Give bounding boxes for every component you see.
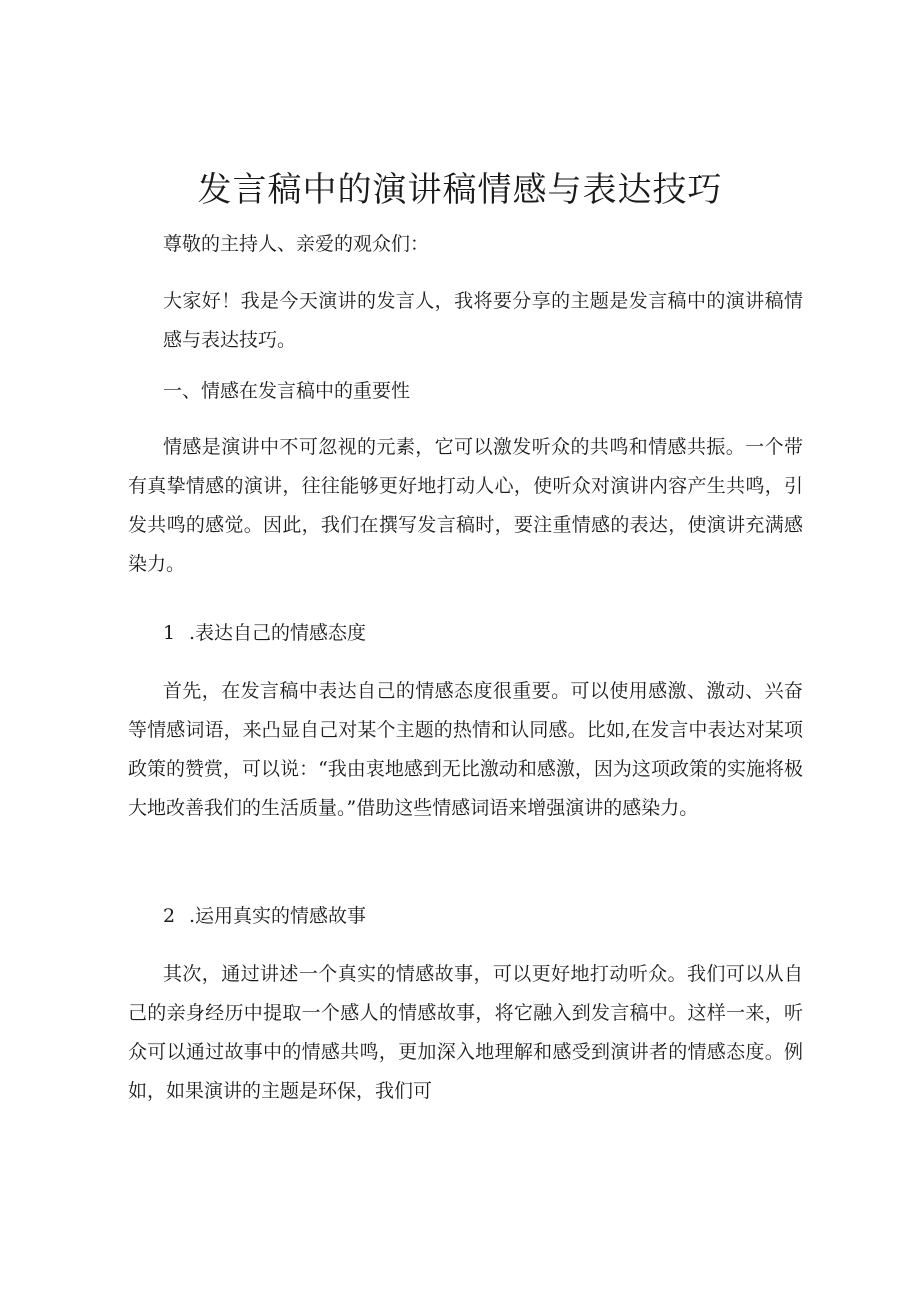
subheading-2-text: .运用真实的情感故事: [189, 905, 367, 927]
subheading-1-text: .表达自己的情感态度: [189, 622, 367, 644]
section-heading-1: 一、情感在发言稿中的重要性: [163, 380, 411, 402]
item-1-paragraph: 首先，在发言稿中表达自己的情感态度很重要。可以使用感激、激动、兴奋等情感词语，来凸显自己对某个主题的热情和认同感。比如,在发言中表达对某项政策的赞赏，可以说：“我由衷地感到无比激动和感激，因为这项政策的实施将极大地改善我们的生活质量。”借助这些情感词语来增强演讲的感染力。: [128, 680, 803, 819]
intro-paragraph: 大家好！我是今天演讲的发言人，我将要分享的主题是发言稿中的演讲稿情感与表达技巧。: [163, 290, 803, 351]
subheading-2-number: 2: [163, 905, 176, 927]
subheading-1: [163, 614, 366, 653]
section-1-paragraph: 情感是演讲中不可忽视的元素，它可以激发听众的共鸣和情感共振。一个带有真挚情感的演讲，往往能够更好地打动人心，使听众对演讲内容产生共鸣，引发共鸣的感觉。因此，我们在撰写发言稿时，要注重情感的表达，使演讲充满感染力。: [128, 436, 803, 575]
document-title: 发言稿中的演讲稿情感与表达技巧: [197, 170, 723, 210]
subheading-1-number: 1: [163, 622, 176, 644]
subheading-2: [163, 897, 366, 936]
greeting-line: 尊敬的主持人、亲爱的观众们：: [163, 233, 430, 255]
item-2-paragraph: 其次，通过讲述一个真实的情感故事，可以更好地打动听众。我们可以从自己的亲身经历中提取一个感人的情感故事，将它融入到发言稿中。这样一来，听众可以通过故事中的情感共鸣，更加深入地理解和感受到演讲者的情感态度。例如，如果演讲的主题是环保，我们可: [128, 963, 803, 1102]
